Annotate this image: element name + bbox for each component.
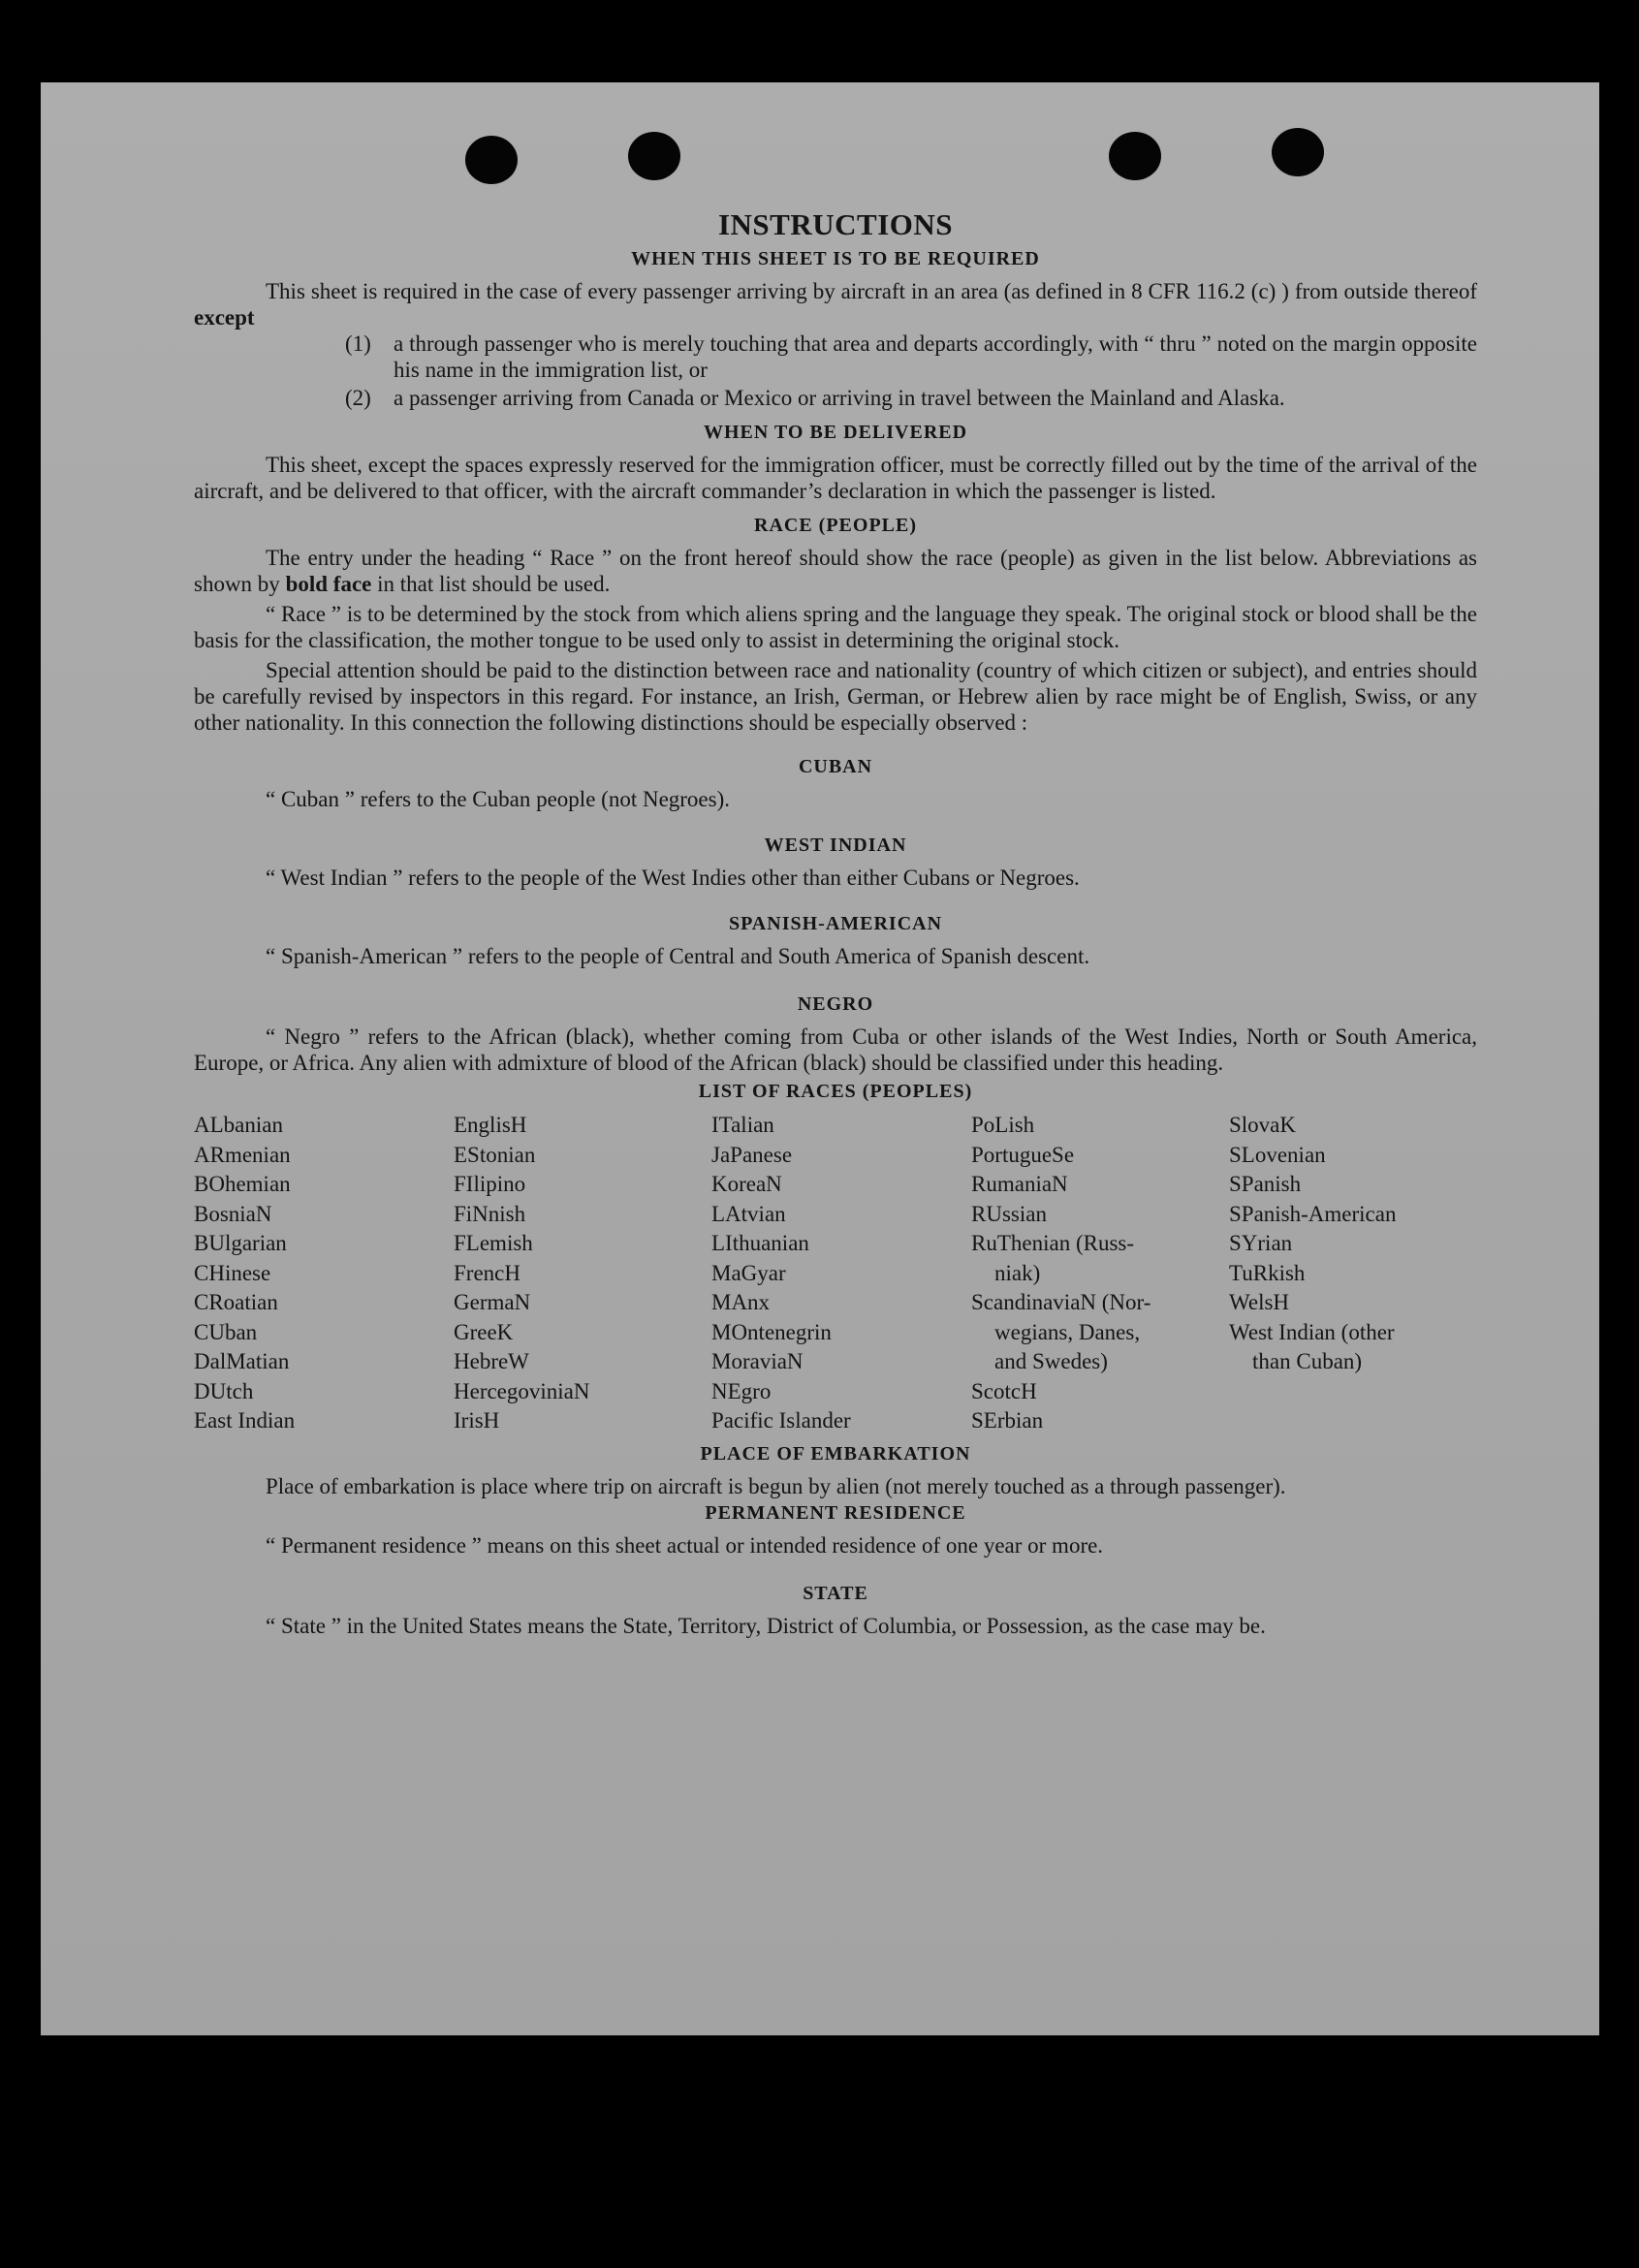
race-list-item: RuThenian (Russ- — [971, 1231, 1135, 1255]
race-list-item: MOntenegrin — [711, 1319, 832, 1344]
section-heading-delivered: WHEN TO BE DELIVERED — [703, 422, 968, 443]
document-sheet — [41, 82, 1599, 2035]
race-list-item: CUban — [194, 1319, 258, 1344]
required-item-2 — [345, 385, 1477, 411]
race-list-item: HercegoviniaN — [454, 1378, 590, 1403]
residence-paragraph: “ Permanent residence ” means on this sheet actual or intended residence of one year or more. — [266, 1532, 1104, 1558]
race-list-item: SPanish-American — [1229, 1201, 1397, 1226]
race-list-item: Pacific Islander — [711, 1408, 851, 1433]
race-paragraph-2: “ Race ” is to be determined by the stock from which aliens spring and the language they speak. The original stock or blood shall be the basis for the classification, the mother tongue to be used only to assist in determining the original stock. — [194, 602, 1477, 652]
race-paragraph-1 — [194, 545, 1477, 597]
race-list-item: MaGyar — [711, 1260, 786, 1285]
race-list-item: EnglisH — [454, 1113, 527, 1137]
race-list-item: EStonian — [454, 1142, 536, 1167]
race-list-item: PoLish — [971, 1113, 1035, 1137]
race-list-item: PortugueSe — [971, 1142, 1075, 1167]
race-list-item: BOhemian — [194, 1172, 291, 1196]
race-list-item: SErbian — [971, 1408, 1044, 1433]
page-title: INSTRUCTIONS — [717, 207, 953, 241]
delivered-paragraph: This sheet, except the spaces expressly reserved for the immigration officer, must be correctly filled out by the time of the arrival of the aircraft, and be delivered to that officer, with the aircraft commander’s declaration in which the passenger is listed. — [194, 453, 1477, 503]
race-list-item: DUtch — [194, 1378, 254, 1403]
race-list-item: RumaniaN — [971, 1172, 1068, 1196]
race-list-column — [194, 1111, 454, 1436]
race-list-item: ALbanian — [194, 1113, 283, 1137]
west-indian-paragraph: “ West Indian ” refers to the people of the West Indies other than either Cubans or Negroes. — [266, 866, 1080, 890]
section-heading-west-indian: WEST INDIAN — [764, 835, 907, 856]
punch-hole — [1272, 128, 1324, 176]
race-list-item: LIthuanian — [711, 1231, 809, 1255]
race-paragraph-3: Special attention should be paid to the distinction between race and nationality (country of which citizen or subject), and entries should be carefully revised by inspectors in this regard. For instance, an Irish, German, or Hebrew alien by race might be of English, Swiss, or any other nationality. In this connection the following distinctions should be especially observed : — [194, 658, 1477, 735]
punch-hole — [1109, 132, 1161, 180]
race-list-item: BUlgarian — [194, 1231, 287, 1255]
race-list-item: ITalian — [711, 1113, 774, 1137]
race-list-column — [1229, 1111, 1477, 1436]
negro-paragraph: “ Negro ” refers to the African (black), whether coming from Cuba or other islands of the West Indies, North or South America, Europe, or Africa. Any alien with admixture of blood of the African (black) should be classified under this heading. — [194, 1024, 1477, 1075]
spanish-american-paragraph: “ Spanish-American ” refers to the people of Central and South America of Spanish descent. — [266, 944, 1090, 968]
item-text: a through passenger who is merely touching that area and departs accordingly, with “ thru ” noted on the margin opposite his name in the immigration list, or — [394, 331, 1477, 382]
section-heading-race: RACE (PEOPLE) — [754, 515, 917, 536]
race-list-item: FIlipino — [454, 1172, 526, 1196]
race-list-item: and Swedes) — [994, 1349, 1108, 1373]
state-paragraph: “ State ” in the United States means the State, Territory, District of Columbia, or Possession, as the case may be. — [266, 1613, 1266, 1638]
race-list-item: IrisH — [454, 1408, 500, 1433]
section-heading-negro: NEGRO — [797, 993, 874, 1015]
cuban-paragraph: “ Cuban ” refers to the Cuban people (not Negroes). — [266, 787, 731, 811]
race-list-item: West Indian (other — [1229, 1319, 1395, 1344]
required-item-1 — [345, 331, 1477, 383]
race-list-item: MoraviaN — [711, 1349, 804, 1373]
race-list-item: CHinese — [194, 1260, 271, 1285]
section-heading-residence: PERMANENT RESIDENCE — [705, 1501, 966, 1524]
race-list-item: niak) — [994, 1260, 1041, 1285]
race-list-item: SlovaK — [1229, 1113, 1296, 1137]
section-heading-list: LIST OF RACES (PEOPLES) — [698, 1081, 973, 1102]
race-list-item: KoreaN — [711, 1172, 782, 1196]
race-list-item: MAnx — [711, 1290, 771, 1314]
punch-hole — [628, 132, 680, 180]
item-number: (2) — [345, 386, 371, 410]
race-list-item: BosniaN — [194, 1201, 272, 1226]
race-list-item: ScandinaviaN (Nor- — [971, 1290, 1151, 1314]
race-list-item: than Cuban) — [1252, 1349, 1363, 1373]
race-list-item: GermaN — [454, 1290, 531, 1314]
race-list-item: SLovenian — [1229, 1142, 1326, 1167]
section-heading-cuban: CUBAN — [798, 756, 873, 777]
race-list-item: FiNnish — [454, 1201, 526, 1226]
race-list-item: CRoatian — [194, 1290, 278, 1314]
race-list-item: JaPanese — [711, 1142, 793, 1167]
item-text: a passenger arriving from Canada or Mexico or arriving in travel between the Mainland and Alaska. — [394, 386, 1285, 410]
race-list-item: HebreW — [454, 1349, 529, 1373]
race-list-item: ARmenian — [194, 1142, 291, 1167]
race-list-item: WelsH — [1229, 1290, 1290, 1314]
required-except: except — [194, 305, 255, 330]
section-heading-state: STATE — [803, 1582, 868, 1604]
race-list-item: LAtvian — [711, 1201, 786, 1226]
race-list-item: East Indian — [194, 1408, 296, 1433]
race-list-item: SYrian — [1229, 1231, 1293, 1255]
race-list-column — [971, 1111, 1229, 1436]
race-list — [194, 1111, 1477, 1436]
race-list-item: GreeK — [454, 1319, 514, 1344]
race-text-c: in that list should be used. — [377, 572, 611, 596]
race-list-item: FrencH — [454, 1260, 520, 1285]
race-list-item: NEgro — [711, 1378, 772, 1403]
race-list-column — [454, 1111, 711, 1436]
instructions-content — [194, 208, 1477, 1639]
required-paragraph — [194, 278, 1477, 331]
race-text-a: The entry under the heading “ Race ” on the front hereof should show the race (people) as given in the list below. Abbreviations as shown by — [194, 546, 1477, 596]
race-list-item: RUssian — [971, 1201, 1047, 1226]
race-list-item: FLemish — [454, 1231, 533, 1255]
item-number: (1) — [345, 331, 371, 356]
embarkation-paragraph: Place of embarkation is place where trip on aircraft is begun by alien (not merely touched as a through passenger). — [266, 1473, 1286, 1498]
punch-hole — [465, 136, 518, 184]
race-list-item: DalMatian — [194, 1349, 290, 1373]
section-heading-required: WHEN THIS SHEET IS TO BE REQUIRED — [631, 248, 1040, 269]
required-text: This sheet is required in the case of every passenger arriving by aircraft in an area (as defined in 8 CFR 116.2 (c) ) from outside thereof — [266, 279, 1477, 303]
race-list-item: TuRkish — [1229, 1260, 1306, 1285]
race-list-item: SPanish — [1229, 1172, 1302, 1196]
race-list-column — [711, 1111, 971, 1436]
race-list-item: wegians, Danes, — [994, 1319, 1141, 1344]
section-heading-embarkation: PLACE OF EMBARKATION — [700, 1442, 971, 1465]
race-list-item: ScotcH — [971, 1378, 1037, 1403]
race-text-bold: bold face — [285, 572, 372, 596]
section-heading-spanish-american: SPANISH-AMERICAN — [728, 913, 943, 934]
